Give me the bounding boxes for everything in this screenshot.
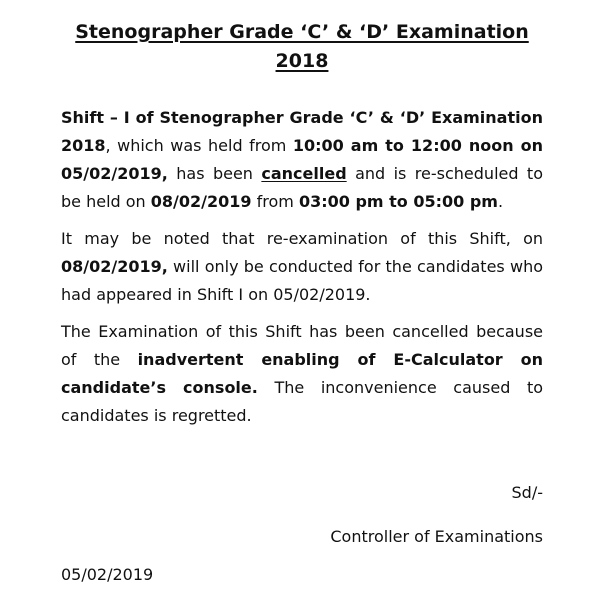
para3-text-1: The Examination of this Shift has been cancelled because of the [61, 322, 543, 369]
original-schedule: 10:00 am to 12:00 noon on 05/02/2019, [61, 136, 544, 183]
para1-text-10: . [497, 192, 504, 211]
notice-title-line-1: Stenographer Grade ‘C’ & ‘D’ Examination [75, 21, 529, 43]
notice-paragraph-3 [61, 318, 543, 430]
para2-text-1: It may be noted that re-examination of this Shift, on [61, 229, 543, 248]
para1-text-4: has been [167, 164, 262, 183]
notice-paragraph-1 [61, 104, 543, 216]
para1-text-6: and is re-scheduled to be held on [61, 164, 543, 211]
new-exam-date: 08/02/2019 [150, 192, 252, 211]
para1-text-2: , which was held from [105, 136, 293, 155]
cancelled-text: cancelled [261, 164, 347, 183]
para3-text-3: The inconvenience caused to candidates is regretted. [61, 378, 544, 425]
notice-paragraph-2 [61, 225, 543, 309]
notice-title [61, 0, 543, 76]
cancellation-reason: inadvertent enabling of E-Calculator on candidate’s console. [61, 350, 543, 397]
notice-date: 05/02/2019 [61, 565, 154, 584]
shift-name: Shift – I of Stenographer Grade ‘C’ & ‘D’ Examination 2018 [61, 108, 543, 155]
para2-text-3: will only be conducted for the candidates who had appeared in Shift I on 05/02/2019. [61, 257, 543, 304]
re-exam-date: 08/02/2019, [61, 257, 168, 276]
para1-text-8: from [251, 192, 299, 211]
signature: Sd/- [511, 483, 543, 502]
new-exam-time: 03:00 pm to 05:00 pm [298, 192, 498, 211]
signatory-title: Controller of Examinations [330, 527, 543, 546]
notice-title-line-2: 2018 [275, 50, 329, 72]
